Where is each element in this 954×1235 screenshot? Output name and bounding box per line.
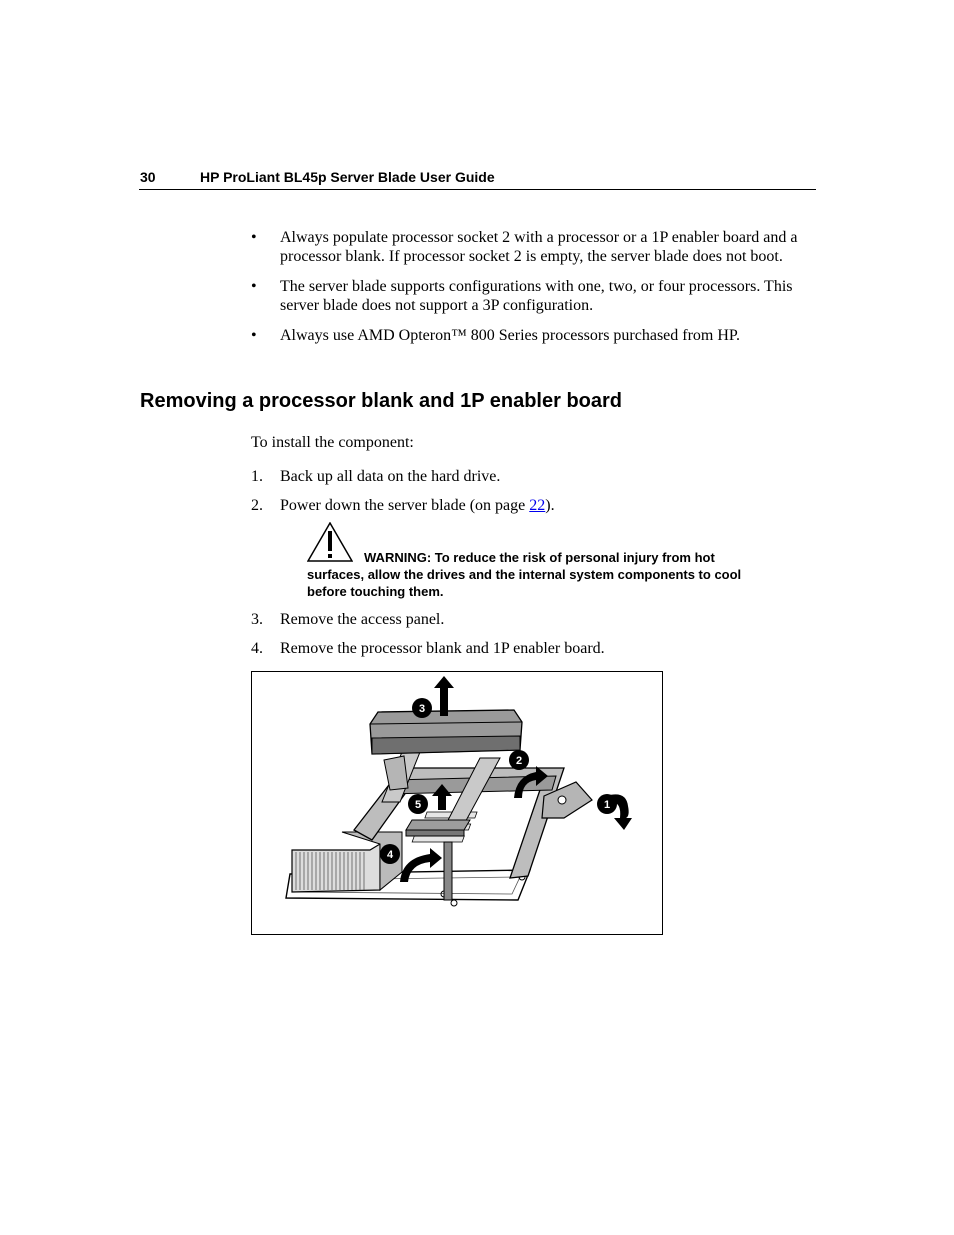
step-number: 4.: [251, 640, 263, 657]
callout-4-label: 4: [386, 849, 394, 861]
step-number: 1.: [251, 468, 263, 485]
bullet-item: • The server blade supports configurations with one, two, or four processors. This server blade does not support a 3P configuration.: [251, 278, 793, 314]
bullet-icon: •: [251, 327, 257, 344]
callout-3-label: 3: [418, 703, 426, 715]
step-number: 3.: [251, 611, 263, 628]
processor-removal-illustration: [252, 672, 662, 934]
callout-1-label: 1: [603, 799, 611, 811]
warning-triangle-icon: [307, 522, 353, 562]
step-item: [251, 610, 811, 629]
intro-text: To install the component:: [251, 434, 414, 451]
step-text: Back up all data on the hard drive.: [280, 468, 501, 485]
warning-text: WARNING: To reduce the risk of personal injury from hot surfaces, allow the drives and the internal system components to cool before touching them.: [307, 550, 742, 599]
bullet-list: [251, 228, 811, 356]
bullet-icon: •: [251, 278, 257, 295]
step-text: Power down the server blade (on page: [280, 497, 530, 514]
step-item: 2. Power down the server blade (on page 22).: [251, 497, 555, 514]
warning-box: [307, 522, 757, 600]
bullet-icon: •: [251, 229, 257, 246]
page-header: [139, 169, 816, 190]
step-number: 2.: [251, 497, 263, 514]
step-text: Remove the processor blank and 1P enabler board.: [280, 640, 605, 657]
page-link[interactable]: 22: [529, 497, 546, 514]
callout-2-label: 2: [515, 755, 523, 767]
step-list: [251, 610, 811, 668]
page-number: 30: [140, 169, 156, 185]
section-heading: Removing a processor blank and 1P enabler board: [140, 390, 623, 412]
bullet-item: • Always use AMD Opteron™ 800 Series processors purchased from HP.: [251, 327, 741, 344]
step-list: [251, 467, 811, 525]
callout-5-label: 5: [414, 799, 422, 811]
step-item: [251, 639, 811, 658]
step-text: Remove the access panel.: [280, 611, 445, 628]
step-item: [251, 467, 811, 486]
document-title: HP ProLiant BL45p Server Blade User Guide: [200, 169, 495, 185]
processor-removal-figure: [251, 671, 663, 935]
bullet-item: • Always populate processor socket 2 with a processor or a 1P enabler board and a processor blank. If processor socket 2 is empty, the server blade does not boot.: [251, 229, 798, 265]
